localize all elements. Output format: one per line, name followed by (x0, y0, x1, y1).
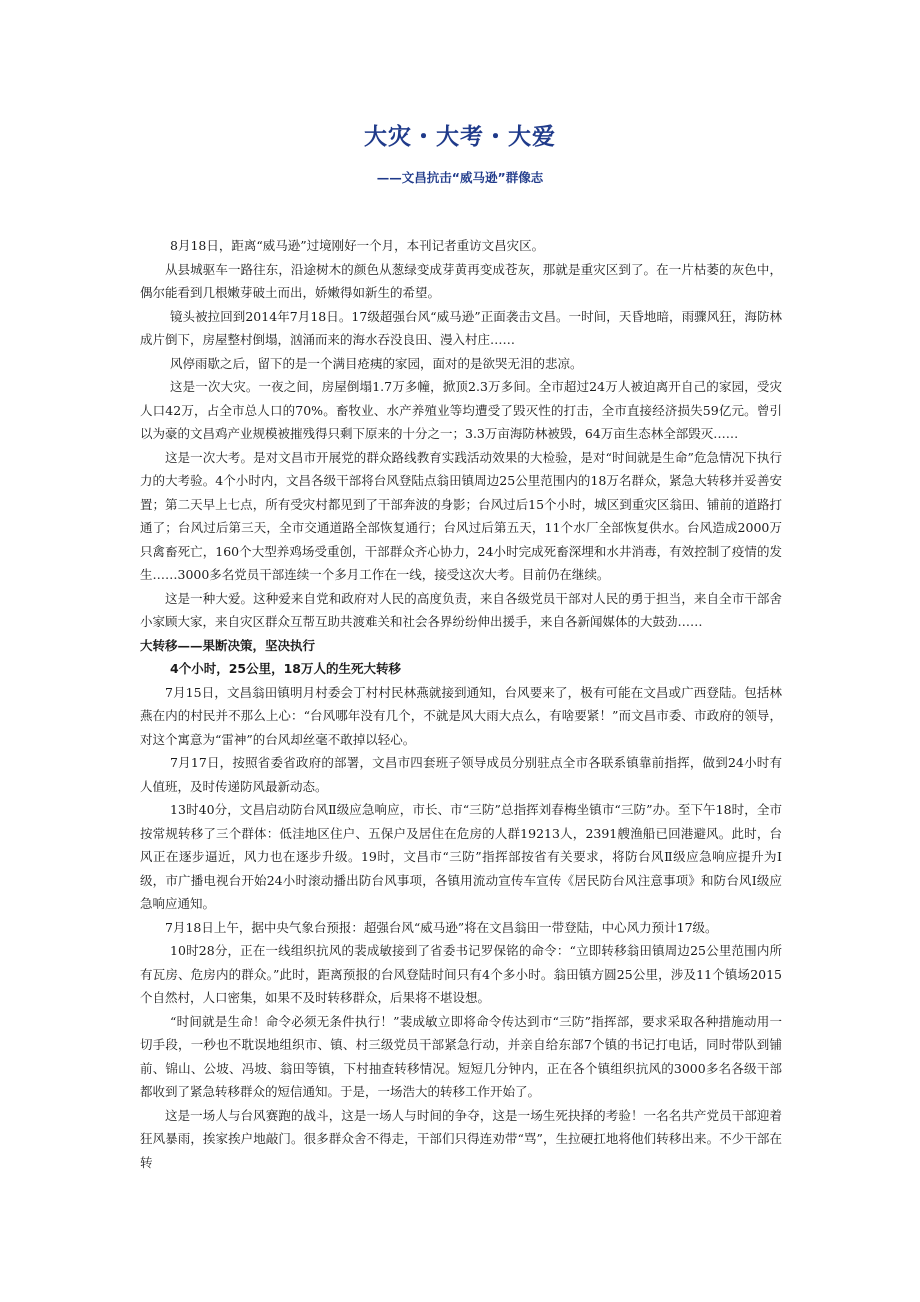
paragraph: 7月18日上午，据中央气象台预报：超强台风“威马逊”将在文昌翁田一带登陆，中心风力预计17级。 (165, 919, 718, 935)
paragraph: 13时40分，文昌启动防台风Ⅱ级应急响应，市长、市“三防”总指挥刘春梅坐镇市“三防”办。至下午18时，全市按常规转移了三个群体：低洼地区住户、五保户及居住在危房的人群19213人，2391艘渔船已回港避风。此时，台风正在逐步逼近，风力也在逐步升级。19时，文昌市“三防”指挥部按省有关要求，将防台风Ⅱ级应急响应提升为Ⅰ级，市广播电视台开始24小时滚动播出防台风事项，各镇用流动宣传车宣传《居民防台风注意事项》和防台风Ⅰ级应急响应通知。 (140, 802, 782, 911)
paragraph: 这是一次大灾。一夜之间，房屋倒塌1.7万多幢，掀顶2.3万多间。全市超过24万人被迫离开自己的家园，受灾人口42万，占全市总人口的70%。畜牧业、水产养殖业等均遭受了毁灭性的打击，全市直接经济损失59亿元。曾引以为豪的文昌鸡产业规模被摧残得只剩下原来的十分之一；3.3万亩海防林被毁，64万亩生态林全部毁灭…… (140, 379, 782, 441)
paragraph: 镜头被拉回到2014年7月18日。17级超强台风“威马逊”正面袭击文昌。一时间，天昏地暗，雨骤风狂，海防林成片倒下，房屋整村倒塌，汹涌而来的海水吞没良田、漫入村庄…… (140, 308, 782, 347)
section-heading: 大转移——果断决策，坚决执行 (140, 637, 316, 653)
paragraph: 风停雨歇之后，留下的是一个满目疮痍的家园，面对的是欲哭无泪的悲凉。 (170, 355, 583, 371)
paragraph: 10时28分，正在一线组织抗风的裴成敏接到了省委书记罗保铭的命令：“立即转移翁田镇周边25公里范围内所有瓦房、危房内的群众。”此时，距离预报的台风登陆时间只有4个多小时。翁田镇方圆25公里，涉及11个镇场2015个自然村，人口密集，如果不及时转移群众，后果将不堪设想。 (140, 943, 782, 1005)
paragraph: 这是一种大爱。这种爱来自党和政府对人民的高度负责，来自各级党员干部对人民的勇于担当，来自全市干部舍小家顾大家，来自灾区群众互帮互助共渡难关和社会各界纷纷伸出援手，来自各新闻媒体的大鼓劲…… (140, 590, 782, 629)
paragraph: 7月17日，按照省委省政府的部署，文昌市四套班子领导成员分别驻点全市各联系镇靠前指挥，做到24小时有人值班，及时传递防风最新动态。 (140, 755, 782, 794)
section-subheading: 4个小时，25公里，18万人的生死大转移 (170, 661, 401, 676)
paragraph: 这是一次大考。是对文昌市开展党的群众路线教育实践活动效果的大检验，是对“时间就是生命”危急情况下执行力的大考验。4个小时内，文昌各级干部将台风登陆点翁田镇周边25公里范围内的18万名群众，紧急大转移并妥善安置；第二天早上七点，所有受灾村都见到了干部奔波的身影；台风过后15个小时，城区到重灾区翁田、铺前的道路打通了；台风过后第三天，全市交通道路全部恢复通行；台风过后第五天，11个水厂全部恢复供水。台风造成2000万只禽畜死亡，160个大型养鸡场受重创，干部群众齐心协力，24小时完成死畜深埋和水井消毒，有效控制了疫情的发生……3000多名党员干部连续一个多月工作在一线，接受这次大考。目前仍在继续。 (140, 449, 782, 582)
paragraph: 从县城驱车一路往东，沿途树木的颜色从葱绿变成芽黄再变成苍灰，那就是重灾区到了。在一片枯萎的灰色中，偶尔能看到几根嫩芽破土而出，娇嫩得如新生的希望。 (140, 261, 782, 300)
article-title: 大灾・大考・大爱 (364, 124, 556, 150)
paragraph: “时间就是生命！命令必须无条件执行！”裴成敏立即将命令传达到市“三防”指挥部，要求采取各种措施动用一切手段，一秒也不耽误地组织市、镇、村三级党员干部紧急行动，并亲自给东部7个镇的书记打电话，同时带队到铺前、锦山、公坡、冯坡、翁田等镇，下村抽查转移情况。短短几分钟内，正在各个镇组织抗风的3000多名各级干部都收到了紧急转移群众的短信通知。于是，一场浩大的转移工作开始了。 (140, 1013, 782, 1099)
article-body (140, 234, 782, 1174)
paragraph: 这是一场人与台风赛跑的战斗，这是一场人与时间的争夺，这是一场生死抉择的考验！一名名共产党员干部迎着狂风暴雨，挨家挨户地敲门。很多群众舍不得走，干部们只得连劝带“骂”，生拉硬扛地将他们转移出来。不少干部在转 (140, 1107, 782, 1170)
paragraph: 7月15日，文昌翁田镇明月村委会丁村村民林燕就接到通知，台风要来了，极有可能在文昌或广西登陆。包括林燕在内的村民并不那么上心：“台风哪年没有几个，不就是风大雨大点么，有啥要紧！”而文昌市委、市政府的领导，对这个寓意为“雷神”的台风却丝毫不敢掉以轻心。 (140, 684, 782, 747)
paragraph: 8月18日，距离“威马逊”过境刚好一个月，本刊记者重访文昌灾区。 (170, 238, 545, 253)
article-subtitle: ——文昌抗击“威马逊”群像志 (376, 170, 544, 185)
